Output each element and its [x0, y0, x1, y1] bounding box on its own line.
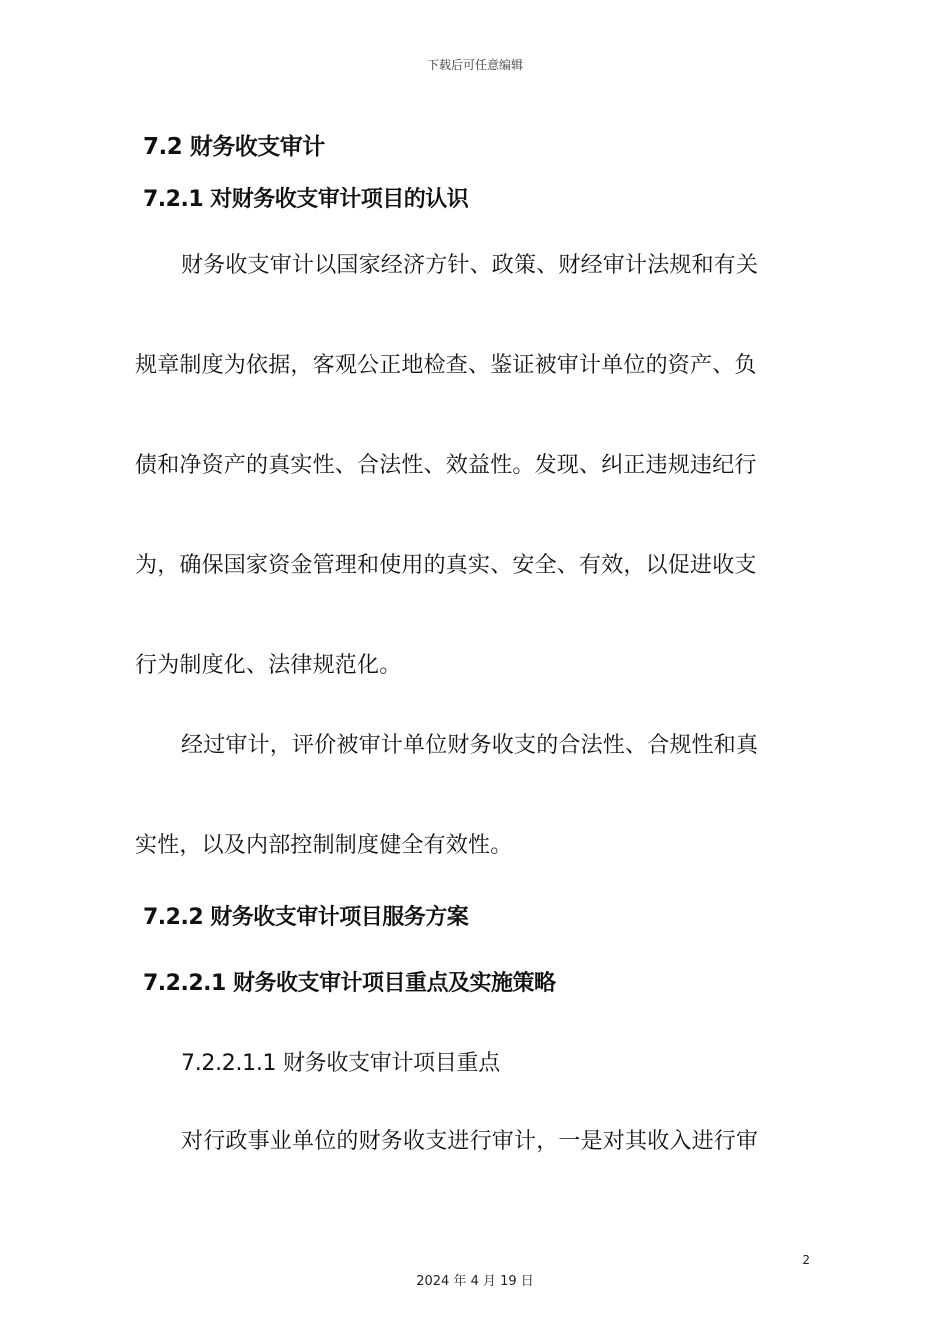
paragraph-line: 为，确保国家资金管理和使用的真实、安全、有效，以促进收支 [135, 553, 757, 578]
subsection-heading-7-2-2-1-1: 7.2.2.1.1 财务收支审计项目重点 [181, 1051, 500, 1076]
page-header-note: 下载后可任意编辑 [426, 58, 523, 72]
subsection-heading-7-2-1: 7.2.1 对财务收支审计项目的认识 [143, 187, 469, 212]
paragraph-line: 经过审计，评价被审计单位财务收支的合法性、合规性和真 [181, 733, 759, 758]
paragraph-line: 实性，以及内部控制制度健全有效性。 [135, 833, 513, 858]
footer-date: 2024 年 4 月 19 日 [416, 1274, 534, 1289]
paragraph-line: 对行政事业单位的财务收支进行审计，一是对其收入进行审 [181, 1129, 759, 1154]
paragraph-line: 行为制度化、法律规范化。 [135, 653, 402, 678]
paragraph-line: 财务收支审计以国家经济方针、政策、财经审计法规和有关 [181, 253, 759, 278]
page-number: 2 [802, 1253, 810, 1267]
subsection-heading-7-2-2-1: 7.2.2.1 财务收支审计项目重点及实施策略 [143, 971, 556, 996]
section-heading: 7.2 财务收支审计 [143, 134, 325, 160]
subsection-heading-7-2-2: 7.2.2 财务收支审计项目服务方案 [143, 905, 469, 930]
paragraph-line: 规章制度为依据，客观公正地检查、鉴证被审计单位的资产、负 [135, 353, 757, 378]
paragraph-line: 债和净资产的真实性、合法性、效益性。发现、纠正违规违纪行 [135, 453, 757, 478]
